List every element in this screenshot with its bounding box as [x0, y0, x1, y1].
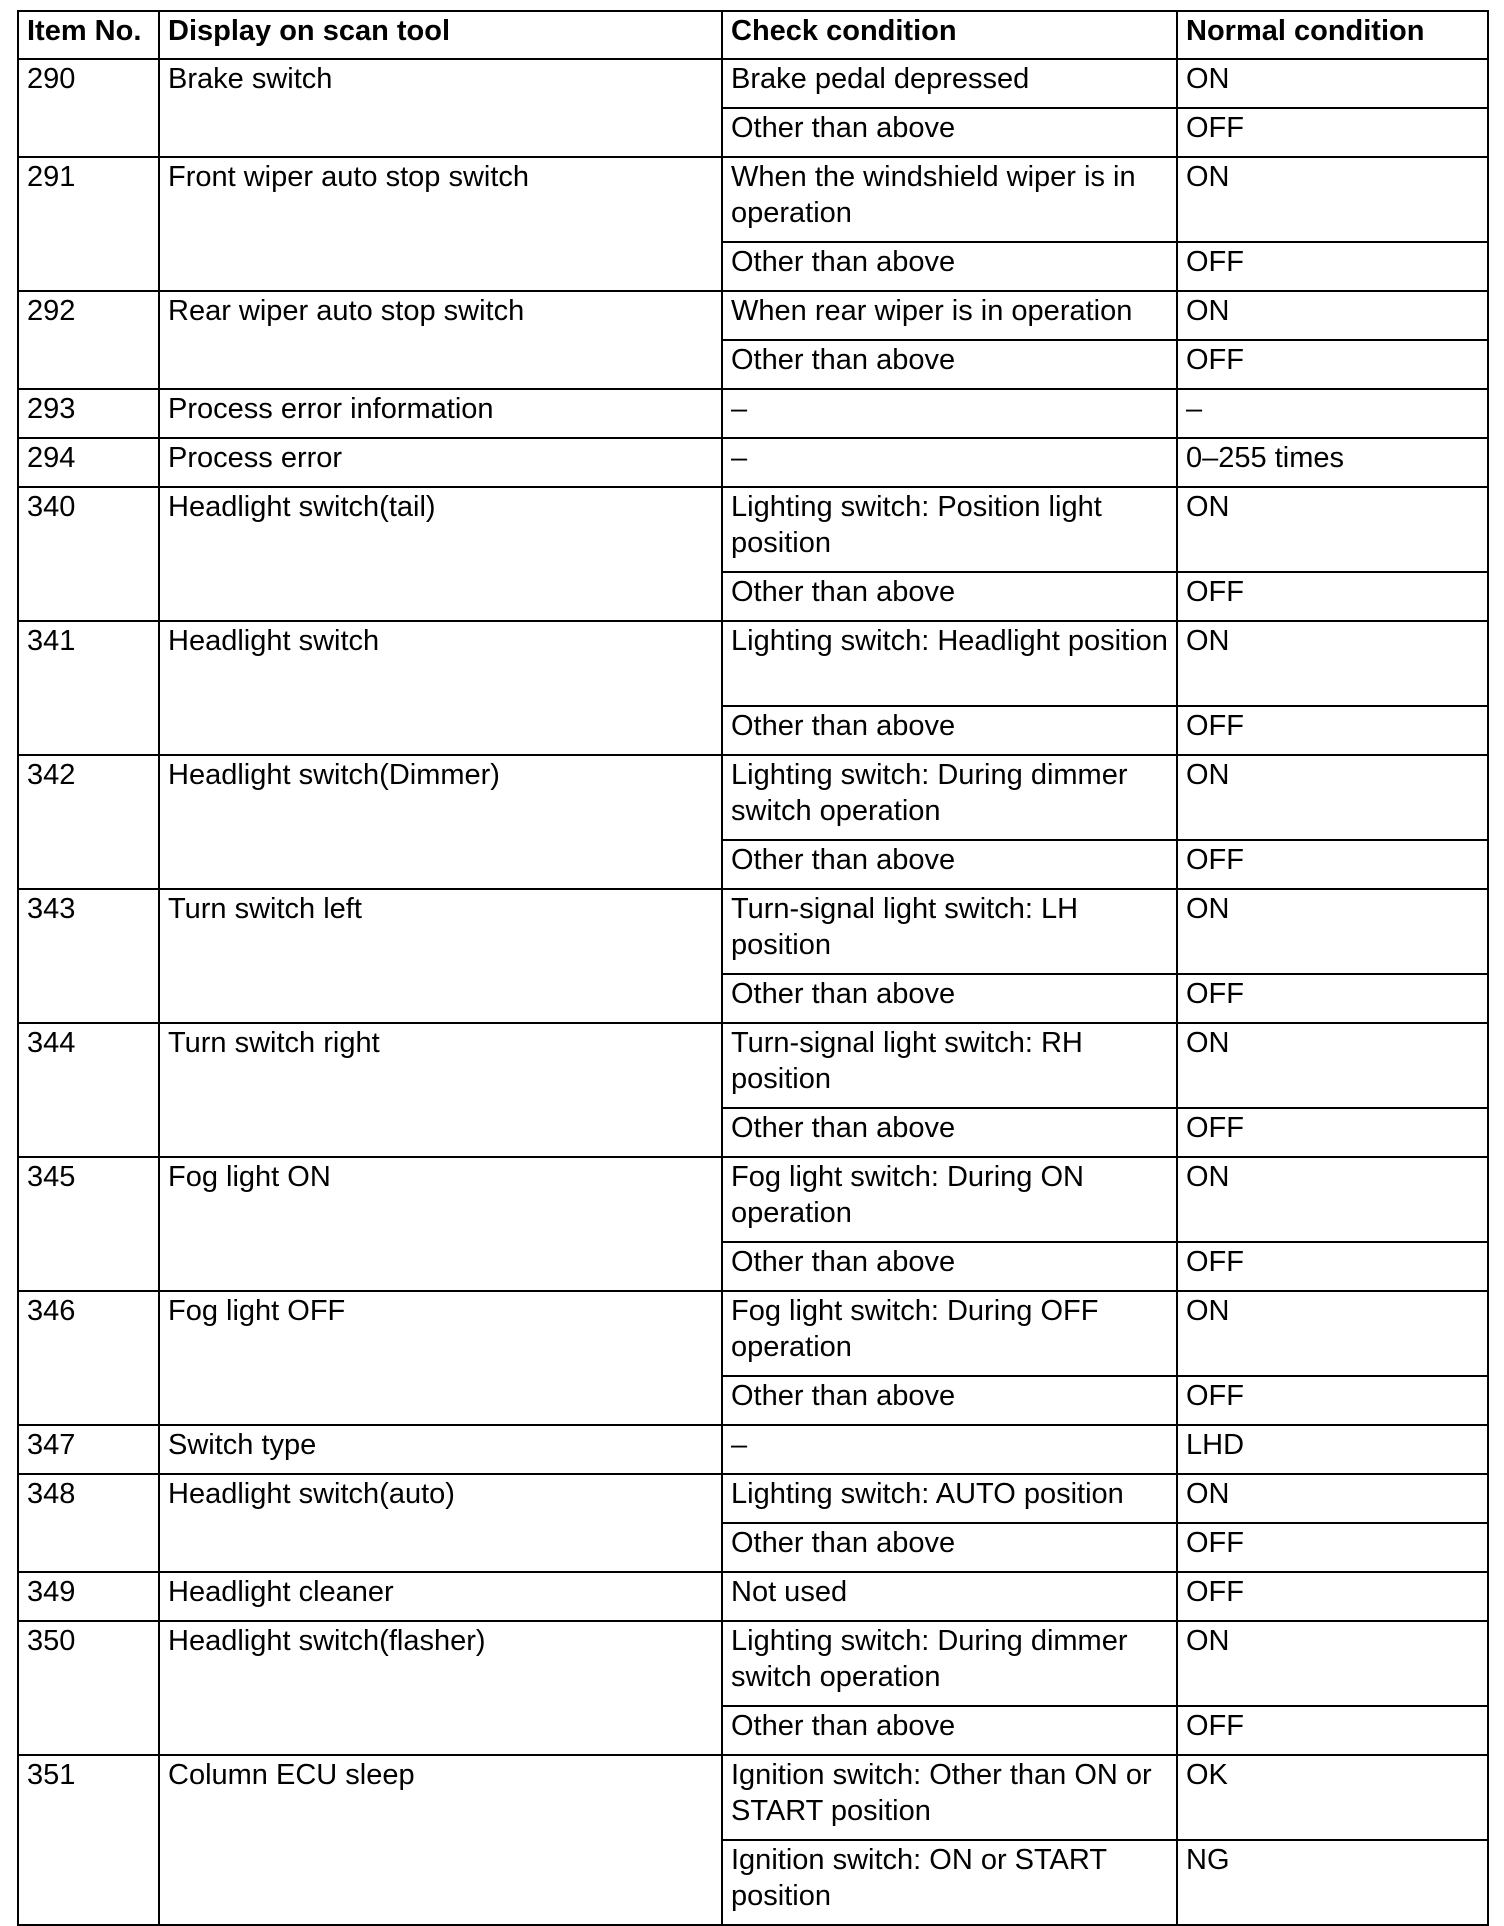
normal-condition-cell: OFF — [1177, 340, 1488, 389]
header-row — [18, 11, 1488, 59]
display-cell: Fog light ON — [159, 1157, 722, 1291]
display-cell: Turn switch left — [159, 889, 722, 1023]
item-no-cell: 342 — [18, 755, 159, 889]
normal-condition-cell: OFF — [1177, 974, 1488, 1023]
normal-condition-cell: OFF — [1177, 572, 1488, 621]
check-condition-cell: Lighting switch: Position light position — [722, 487, 1177, 572]
item-no-cell: 344 — [18, 1023, 159, 1157]
check-condition-cell: When the windshield wiper is in operation — [722, 157, 1177, 242]
check-condition-cell: Brake pedal depressed — [722, 59, 1177, 108]
table-row — [18, 1755, 1488, 1840]
item-no-cell: 341 — [18, 621, 159, 755]
table-row — [18, 59, 1488, 108]
display-cell: Headlight switch(flasher) — [159, 1621, 722, 1755]
item-no-cell: 294 — [18, 438, 159, 487]
check-condition-cell: When rear wiper is in operation — [722, 291, 1177, 340]
table-row — [18, 291, 1488, 340]
display-cell: Headlight switch(tail) — [159, 487, 722, 621]
check-condition-cell: Lighting switch: During dimmer switch operation — [722, 755, 1177, 840]
normal-condition-cell: OFF — [1177, 242, 1488, 291]
check-condition-cell: Fog light switch: During ON operation — [722, 1157, 1177, 1242]
display-cell: Headlight switch(auto) — [159, 1474, 722, 1572]
normal-condition-cell: ON — [1177, 1474, 1488, 1523]
normal-condition-cell: OFF — [1177, 706, 1488, 755]
item-no-cell: 348 — [18, 1474, 159, 1572]
normal-condition-cell: OFF — [1177, 1108, 1488, 1157]
item-no-cell: 349 — [18, 1572, 159, 1621]
check-condition-cell: Other than above — [722, 572, 1177, 621]
check-condition-cell: Turn-signal light switch: LH position — [722, 889, 1177, 974]
table-row — [18, 1157, 1488, 1242]
normal-condition-cell: ON — [1177, 1621, 1488, 1706]
normal-condition-cell: NG — [1177, 1840, 1488, 1925]
check-condition-cell: Other than above — [722, 340, 1177, 389]
check-condition-cell: Not used — [722, 1572, 1177, 1621]
display-cell: Column ECU sleep — [159, 1755, 722, 1925]
check-condition-cell: Other than above — [722, 1108, 1177, 1157]
item-no-cell: 345 — [18, 1157, 159, 1291]
display-cell: Process error — [159, 438, 722, 487]
item-no-cell: 347 — [18, 1425, 159, 1474]
table-row — [18, 1291, 1488, 1376]
normal-condition-cell: ON — [1177, 889, 1488, 974]
normal-condition-cell: OFF — [1177, 1523, 1488, 1572]
normal-condition-cell: OFF — [1177, 108, 1488, 157]
check-condition-cell: Ignition switch: ON or START position — [722, 1840, 1177, 1925]
check-condition-cell: Fog light switch: During OFF operation — [722, 1291, 1177, 1376]
check-condition-cell: – — [722, 1425, 1177, 1474]
table-body — [18, 59, 1488, 1925]
normal-condition-cell: OFF — [1177, 840, 1488, 889]
normal-condition-cell: ON — [1177, 1157, 1488, 1242]
check-condition-cell: Other than above — [722, 242, 1177, 291]
item-no-cell: 291 — [18, 157, 159, 291]
normal-condition-cell: ON — [1177, 157, 1488, 242]
table-row — [18, 1572, 1488, 1621]
check-condition-cell: Ignition switch: Other than ON or START position — [722, 1755, 1177, 1840]
check-condition-cell: – — [722, 438, 1177, 487]
table-row — [18, 438, 1488, 487]
check-condition-cell: Other than above — [722, 840, 1177, 889]
display-cell: Brake switch — [159, 59, 722, 157]
check-condition-cell: Other than above — [722, 1523, 1177, 1572]
item-no-cell: 292 — [18, 291, 159, 389]
normal-condition-cell: ON — [1177, 621, 1488, 706]
display-cell: Headlight cleaner — [159, 1572, 722, 1621]
table-row — [18, 1425, 1488, 1474]
header-display: Display on scan tool — [159, 11, 722, 59]
check-condition-cell: Lighting switch: Headlight position — [722, 621, 1177, 706]
display-cell: Fog light OFF — [159, 1291, 722, 1425]
normal-condition-cell: OFF — [1177, 1572, 1488, 1621]
display-cell: Switch type — [159, 1425, 722, 1474]
display-cell: Headlight switch — [159, 621, 722, 755]
item-no-cell: 293 — [18, 389, 159, 438]
normal-condition-cell: OK — [1177, 1755, 1488, 1840]
table-row — [18, 157, 1488, 242]
table-row — [18, 389, 1488, 438]
table-row — [18, 755, 1488, 840]
check-condition-cell: Lighting switch: During dimmer switch operation — [722, 1621, 1177, 1706]
table-row — [18, 889, 1488, 974]
check-condition-cell: Other than above — [722, 108, 1177, 157]
normal-condition-cell: ON — [1177, 1291, 1488, 1376]
item-no-cell: 350 — [18, 1621, 159, 1755]
check-condition-cell: Other than above — [722, 1242, 1177, 1291]
normal-condition-cell: ON — [1177, 1023, 1488, 1108]
header-check-condition: Check condition — [722, 11, 1177, 59]
normal-condition-cell: ON — [1177, 487, 1488, 572]
check-condition-cell: Other than above — [722, 1376, 1177, 1425]
header-item-no: Item No. — [18, 11, 159, 59]
normal-condition-cell: ON — [1177, 755, 1488, 840]
table-row — [18, 1023, 1488, 1108]
header-normal-condition: Normal condition — [1177, 11, 1488, 59]
display-cell: Rear wiper auto stop switch — [159, 291, 722, 389]
check-condition-cell: Other than above — [722, 1706, 1177, 1755]
display-cell: Process error information — [159, 389, 722, 438]
check-condition-cell: Other than above — [722, 974, 1177, 1023]
check-condition-cell: Other than above — [722, 706, 1177, 755]
display-cell: Front wiper auto stop switch — [159, 157, 722, 291]
item-no-cell: 290 — [18, 59, 159, 157]
normal-condition-cell: OFF — [1177, 1242, 1488, 1291]
table-row — [18, 1474, 1488, 1523]
item-no-cell: 343 — [18, 889, 159, 1023]
normal-condition-cell: ON — [1177, 59, 1488, 108]
table-row — [18, 487, 1488, 572]
normal-condition-cell: LHD — [1177, 1425, 1488, 1474]
item-no-cell: 351 — [18, 1755, 159, 1925]
normal-condition-cell: – — [1177, 389, 1488, 438]
display-cell: Headlight switch(Dimmer) — [159, 755, 722, 889]
normal-condition-cell: OFF — [1177, 1706, 1488, 1755]
table-row — [18, 1621, 1488, 1706]
scan-tool-data-table — [17, 10, 1489, 1926]
check-condition-cell: – — [722, 389, 1177, 438]
check-condition-cell: Turn-signal light switch: RH position — [722, 1023, 1177, 1108]
normal-condition-cell: 0–255 times — [1177, 438, 1488, 487]
item-no-cell: 346 — [18, 1291, 159, 1425]
table-row — [18, 621, 1488, 706]
check-condition-cell: Lighting switch: AUTO position — [722, 1474, 1177, 1523]
normal-condition-cell: ON — [1177, 291, 1488, 340]
normal-condition-cell: OFF — [1177, 1376, 1488, 1425]
item-no-cell: 340 — [18, 487, 159, 621]
display-cell: Turn switch right — [159, 1023, 722, 1157]
